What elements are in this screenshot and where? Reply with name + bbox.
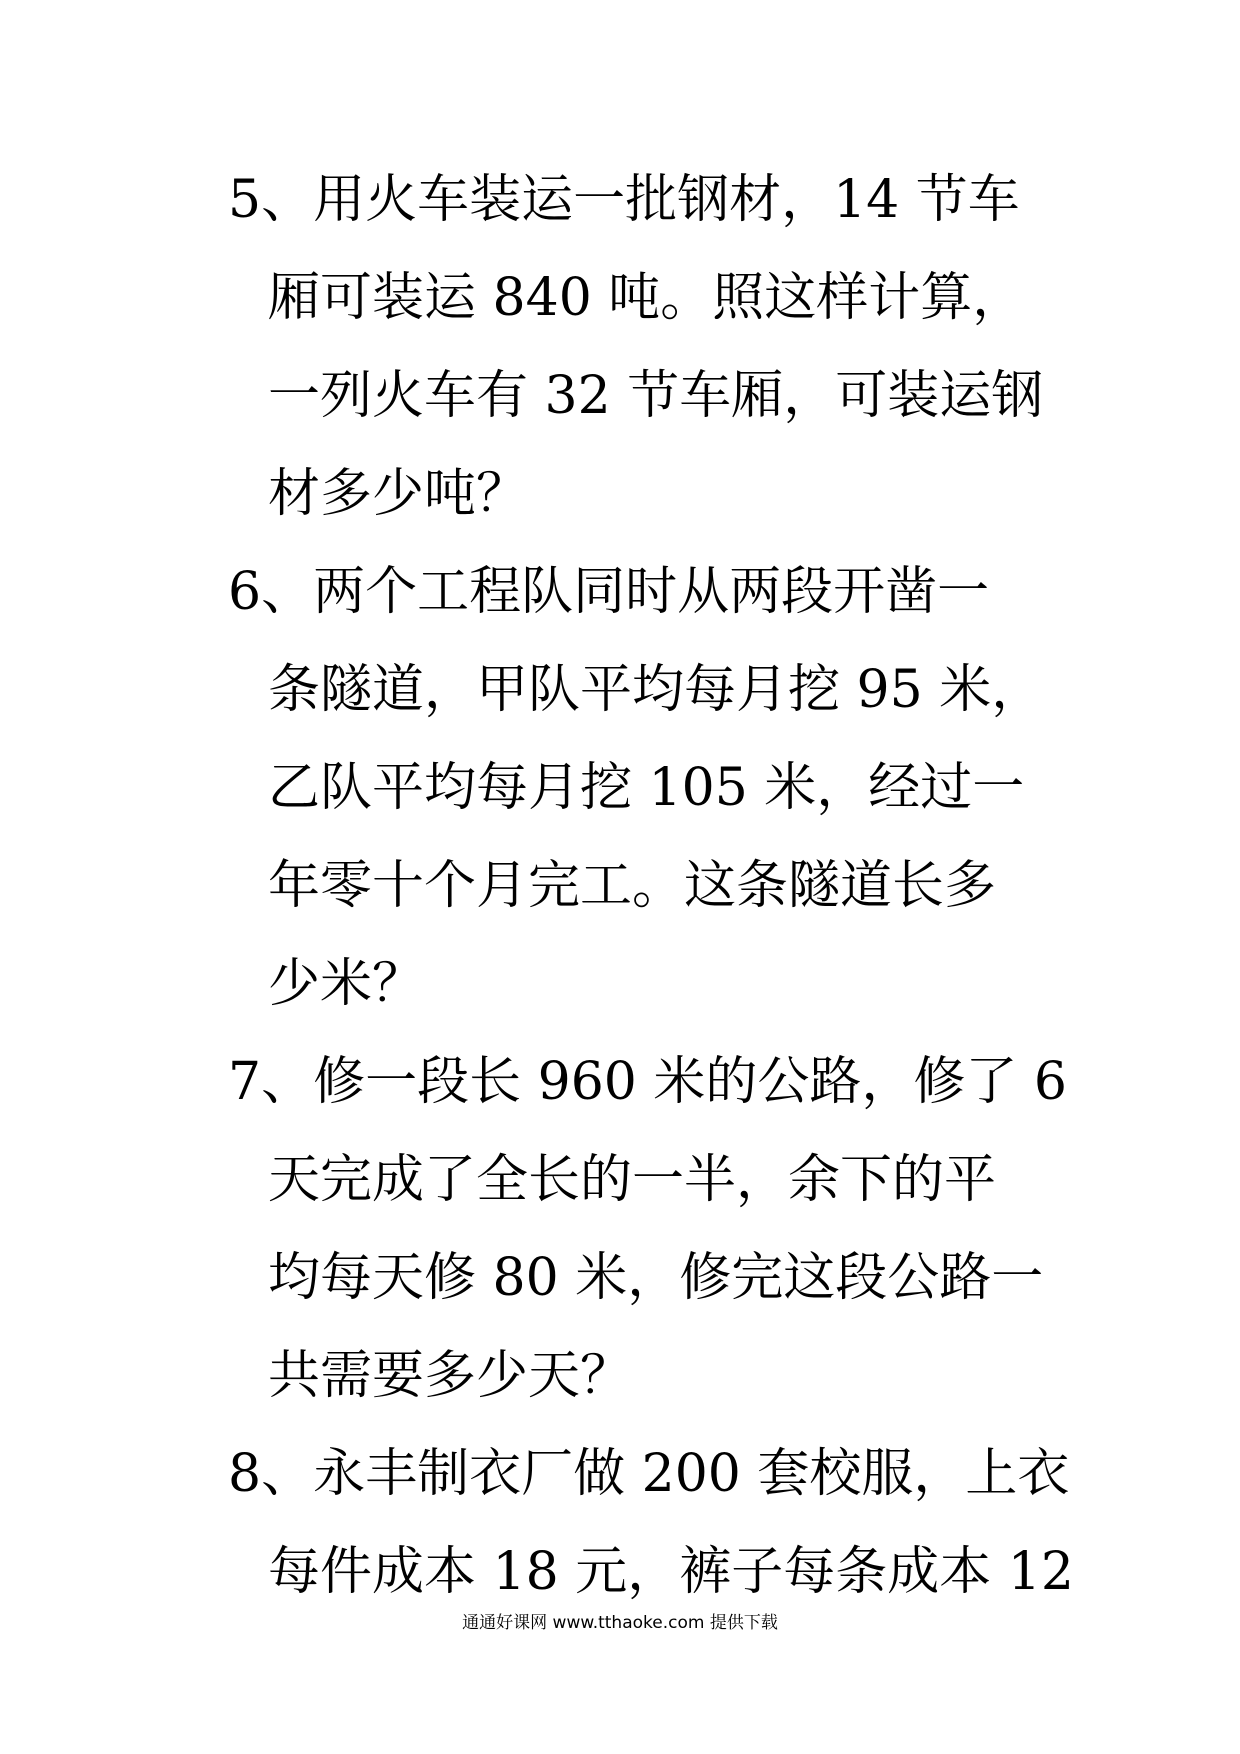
problem-5-line-3: 一列火车有 32 节车厢，可装运钢 [268, 366, 1044, 426]
problem-5-line-2: 厢可装运 840 吨。照这样计算， [268, 268, 1025, 328]
problem-7-line-2: 天完成了全长的一半，余下的平 [268, 1150, 997, 1210]
problem-6-line-5: 少米？ [268, 954, 425, 1014]
problem-8-line-1: 8、永丰制衣厂做 200 套校服，上衣 [228, 1444, 1070, 1504]
problem-7-line-1: 7、修一段长 960 米的公路，修了 6 [228, 1052, 1068, 1112]
problem-5-line-1: 5、用火车装运一批钢材，14 节车 [228, 170, 1020, 230]
problem-5-line-4: 材多少吨？ [268, 464, 529, 524]
problem-6-line-1: 6、两个工程队同时从两段开凿一 [228, 562, 990, 622]
problem-8-line-2: 每件成本 18 元，裤子每条成本 12 [268, 1542, 1074, 1602]
footer-credit: 通通好课网 www.tthaoke.com 提供下载 [462, 1613, 778, 1633]
problem-6-line-3: 乙队平均每月挖 105 米，经过一 [268, 758, 1025, 818]
problem-7-line-3: 均每天修 80 米，修完这段公路一 [268, 1248, 1044, 1308]
problem-7-line-4: 共需要多少天？ [268, 1346, 633, 1406]
problem-6-line-2: 条隧道，甲队平均每月挖 95 米， [268, 660, 1044, 720]
problem-6-line-4: 年零十个月完工。这条隧道长多 [268, 856, 997, 916]
